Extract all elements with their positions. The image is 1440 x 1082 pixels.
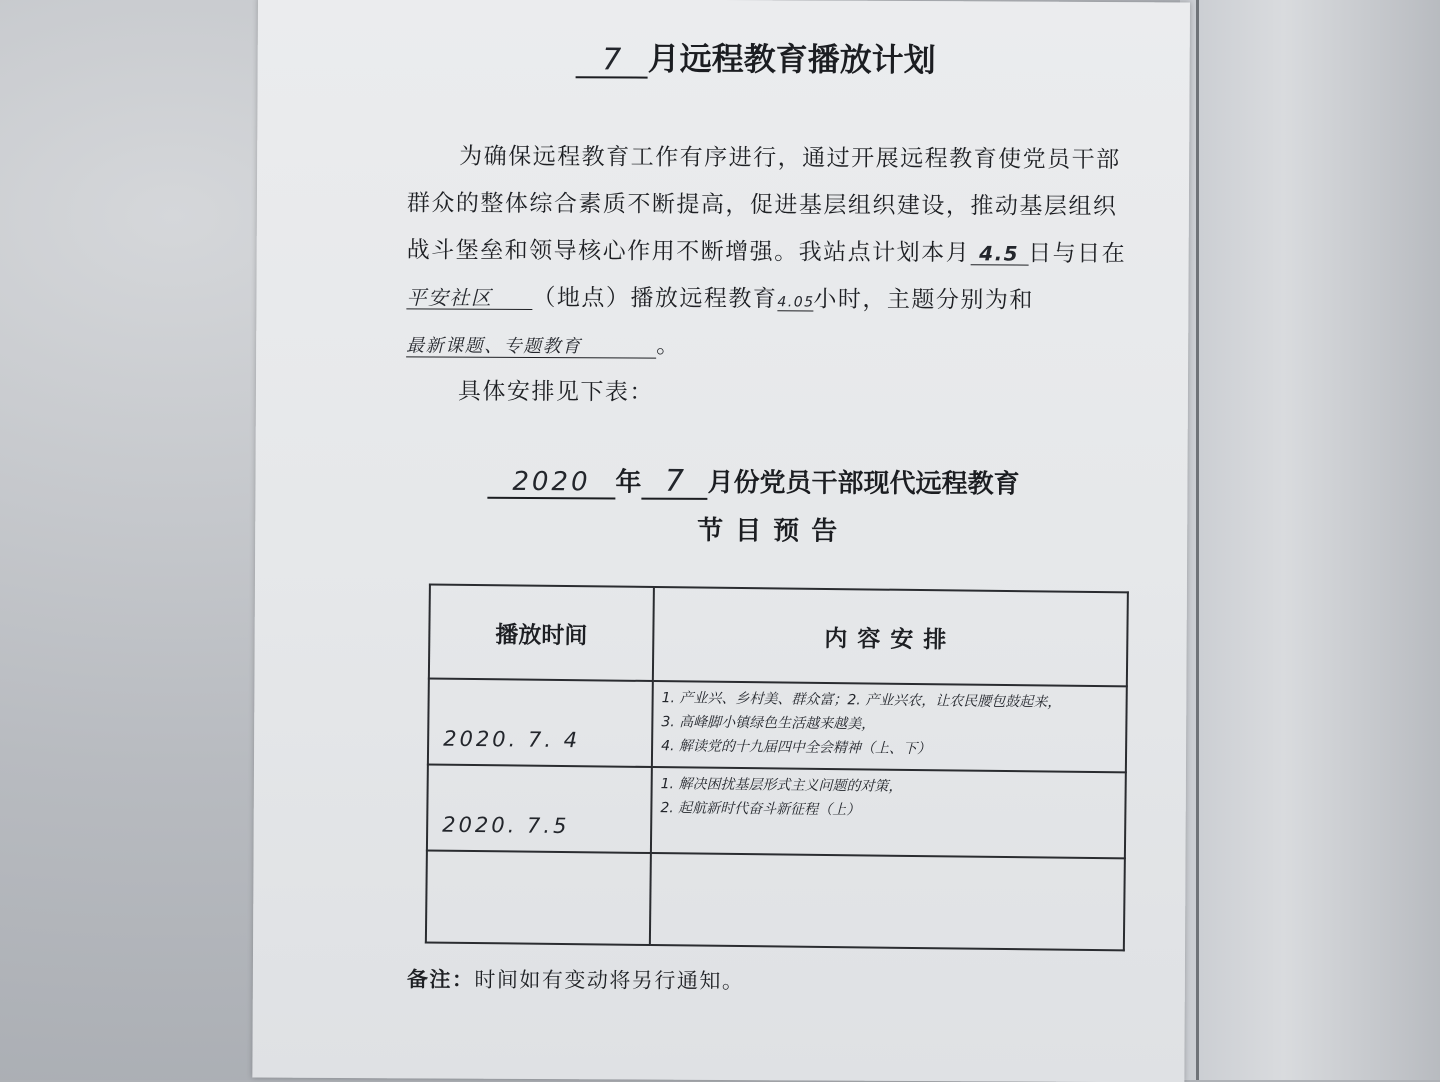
content-item: 2. 起航新时代奋斗新征程（上） (660, 800, 861, 819)
underlying-paper (1180, 0, 1440, 1080)
heading-year-suffix: 年 (615, 467, 642, 498)
fill-topic: 最新课题、专题教育 (406, 336, 656, 358)
document-title (576, 33, 936, 81)
heading-month-fill: 7 (641, 465, 707, 500)
paper-edge (1196, 0, 1199, 1080)
intro-text-e: 。 (656, 332, 681, 359)
row-content (651, 767, 1126, 858)
schedule-table (425, 583, 1129, 951)
document-page (252, 0, 1190, 1082)
column-header-time: 播放时间 (429, 584, 654, 681)
intro-text-c: （地点）播放远程教育 (532, 285, 778, 313)
intro-text-a: 为确保远程教育工作有序进行，通过开展远程教育使党员干部群众的整体综合素质不断提高，促进基层组织建设，推动基层组织战斗堡垒和领导核心作用不断增强。我站点计划本月 (406, 143, 1121, 267)
note-text: 时间如有变动将另行通知。 (474, 967, 745, 994)
column-header-content: 内容安排 (653, 587, 1128, 686)
row-content (650, 853, 1125, 950)
intro-text-d: 小时，主题分别为和 (813, 286, 1034, 314)
content-item: 4. 解读党的十九届四中全会精神（上、下） (661, 738, 931, 758)
heading-year-fill: 2020 (487, 468, 615, 499)
intro-text-b: 日与日在 (1028, 240, 1127, 268)
title-month-fill: 7 (576, 43, 648, 78)
content-item: 1. 解决困扰基层形式主义问题的对策， (660, 776, 903, 795)
table-row (427, 764, 1126, 858)
intro-paragraph (406, 133, 1137, 419)
schedule-heading (487, 461, 1019, 502)
schedule-intro: 具体安排见下表： (457, 378, 655, 406)
row-content (652, 681, 1127, 772)
schedule-subheading: 节目预告 (697, 515, 850, 547)
fill-date: 4.5 (970, 242, 1028, 265)
fill-hours: 4.05 (777, 294, 815, 311)
footnote (407, 963, 745, 995)
content-item: 1. 产业兴、乡村美、群众富；2. 产业兴农，让农民腰包鼓起来， (661, 690, 1062, 711)
title-text: 月远程教育播放计划 (647, 39, 936, 80)
row-time: 2020. 7. 4 (428, 678, 653, 767)
row-time: 2020. 7.5 (427, 764, 652, 853)
note-label: 备注： (406, 967, 475, 992)
fill-place: 平安社区 (406, 286, 532, 310)
table-header-row (429, 584, 1128, 686)
table-row-empty (426, 850, 1125, 950)
table-row (428, 678, 1127, 772)
content-item: 3. 高峰脚小镇绿色生活越来越美， (661, 714, 876, 733)
heading-text: 月份党员干部现代远程教育 (707, 467, 1020, 500)
row-time (426, 850, 651, 945)
